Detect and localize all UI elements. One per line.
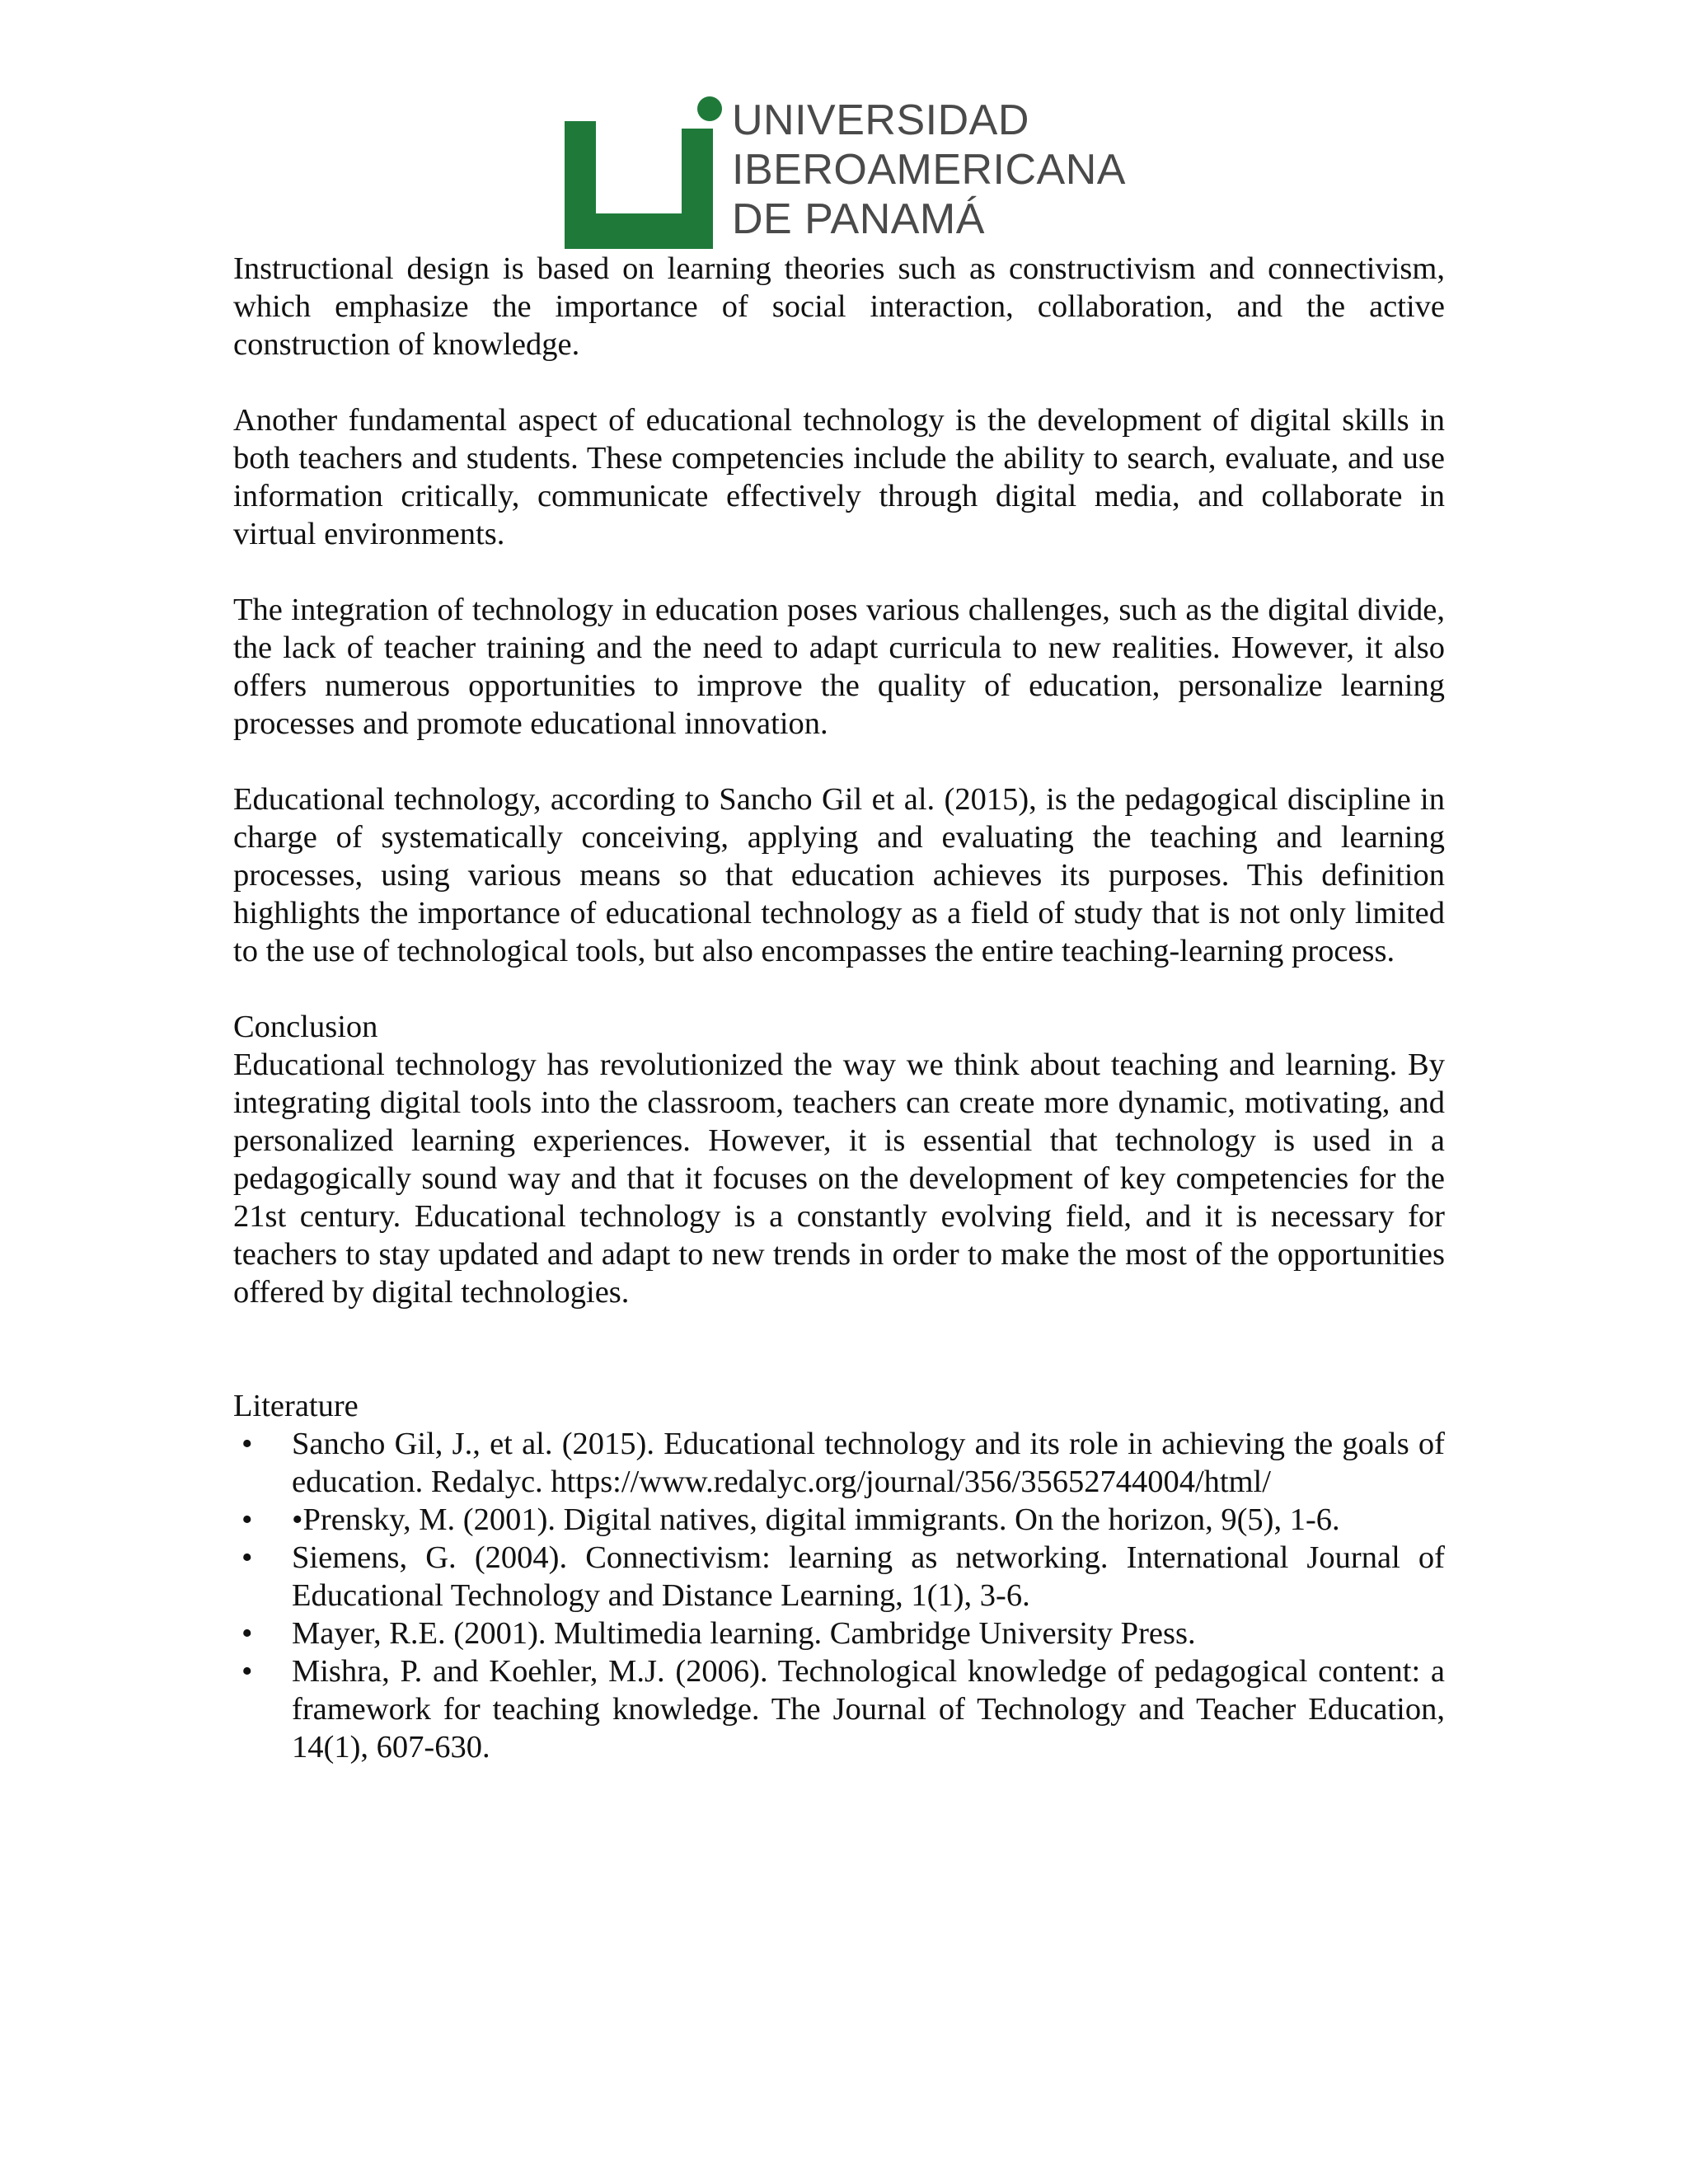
paragraph-integration-challenges: The integration of technology in education poses various challenges, such as the digital divide, the lack of teacher training and the need to adapt curricula to new realities. However, it also offers numerous opportunities to improve the quality of education, personalize learning processes and promote educational innovation. (233, 593, 1445, 741)
document-body (233, 250, 1445, 1766)
conclusion-heading: Conclusion (233, 1010, 378, 1044)
university-logo (563, 96, 1126, 249)
university-logo-text (732, 96, 1126, 244)
paragraph-instructional-design: Instructional design is based on learning theories such as constructivism and connectivism, which emphasize the importance of social interaction, collaboration, and the active construction of knowledge. (233, 251, 1445, 362)
reference-text: Siemens, G. (2004). Connectivism: learning as networking. International Journal of Educational Technology and Distance Learning, 1(1), 3-6. (292, 1540, 1445, 1613)
logo-line-2: IBEROAMERICANA (732, 146, 1126, 194)
logo-line-1: UNIVERSIDAD (732, 96, 1029, 144)
logo-line-3: DE PANAMÁ (732, 195, 985, 243)
literature-heading: Literature (233, 1389, 359, 1423)
reference-item (233, 1501, 1445, 1539)
reference-item (233, 1539, 1445, 1615)
paragraph-definition: Educational technology, according to Sancho Gil et al. (2015), is the pedagogical discipline in charge of systematically conceiving, applying and evaluating the teaching and learning processes, using various means so that education achieves its purposes. This definition highlights the importance of educational technology as a field of study that is not only limited to the use of technological tools, but also encompasses the entire teaching-learning process. (233, 782, 1445, 968)
reference-item (233, 1425, 1445, 1501)
university-logo-mark-icon (563, 96, 728, 249)
bullet-icon: • (241, 1654, 253, 1689)
reference-text: •Prensky, M. (2001). Digital natives, digital immigrants. On the horizon, 9(5), 1-6. (292, 1502, 1340, 1537)
reference-text: Sancho Gil, J., et al. (2015). Educational technology and its role in achieving the goals of education. Redalyc. https://www.redalyc.org/journal/356/35652744004/html/ (292, 1427, 1445, 1499)
reference-item (233, 1652, 1445, 1766)
reference-list (233, 1425, 1445, 1766)
bullet-icon: • (241, 1540, 253, 1575)
conclusion-text: Educational technology has revolutionized the way we think about teaching and learning. By integrating digital tools into the classroom, teachers can create more dynamic, motivating, and personalized learning experiences. However, it is essential that technology is used in a pedagogically sound way and that it focuses on the development of key competencies for the 21st century. Educational technology is a constantly evolving field, and it is necessary for teachers to stay updated and adapt to new trends in order to make the most of the opportunities offered by digital technologies. (233, 1047, 1445, 1310)
reference-text: Mayer, R.E. (2001). Multimedia learning. Cambridge University Press. (292, 1616, 1196, 1651)
reference-item (233, 1615, 1445, 1652)
reference-text: Mishra, P. and Koehler, M.J. (2006). Technological knowledge of pedagogical content: a framework for teaching knowledge. The Journal of Technology and Teacher Education, 14(1), 607-630. (292, 1654, 1445, 1765)
bullet-icon: • (241, 1616, 253, 1651)
bullet-icon: • (241, 1502, 253, 1537)
bullet-icon: • (241, 1427, 253, 1461)
paragraph-digital-skills: Another fundamental aspect of educational technology is the development of digital skills in both teachers and students. These competencies include the ability to search, evaluate, and use information critically, communicate effectively through digital media, and collaborate in virtual environments. (233, 403, 1445, 551)
